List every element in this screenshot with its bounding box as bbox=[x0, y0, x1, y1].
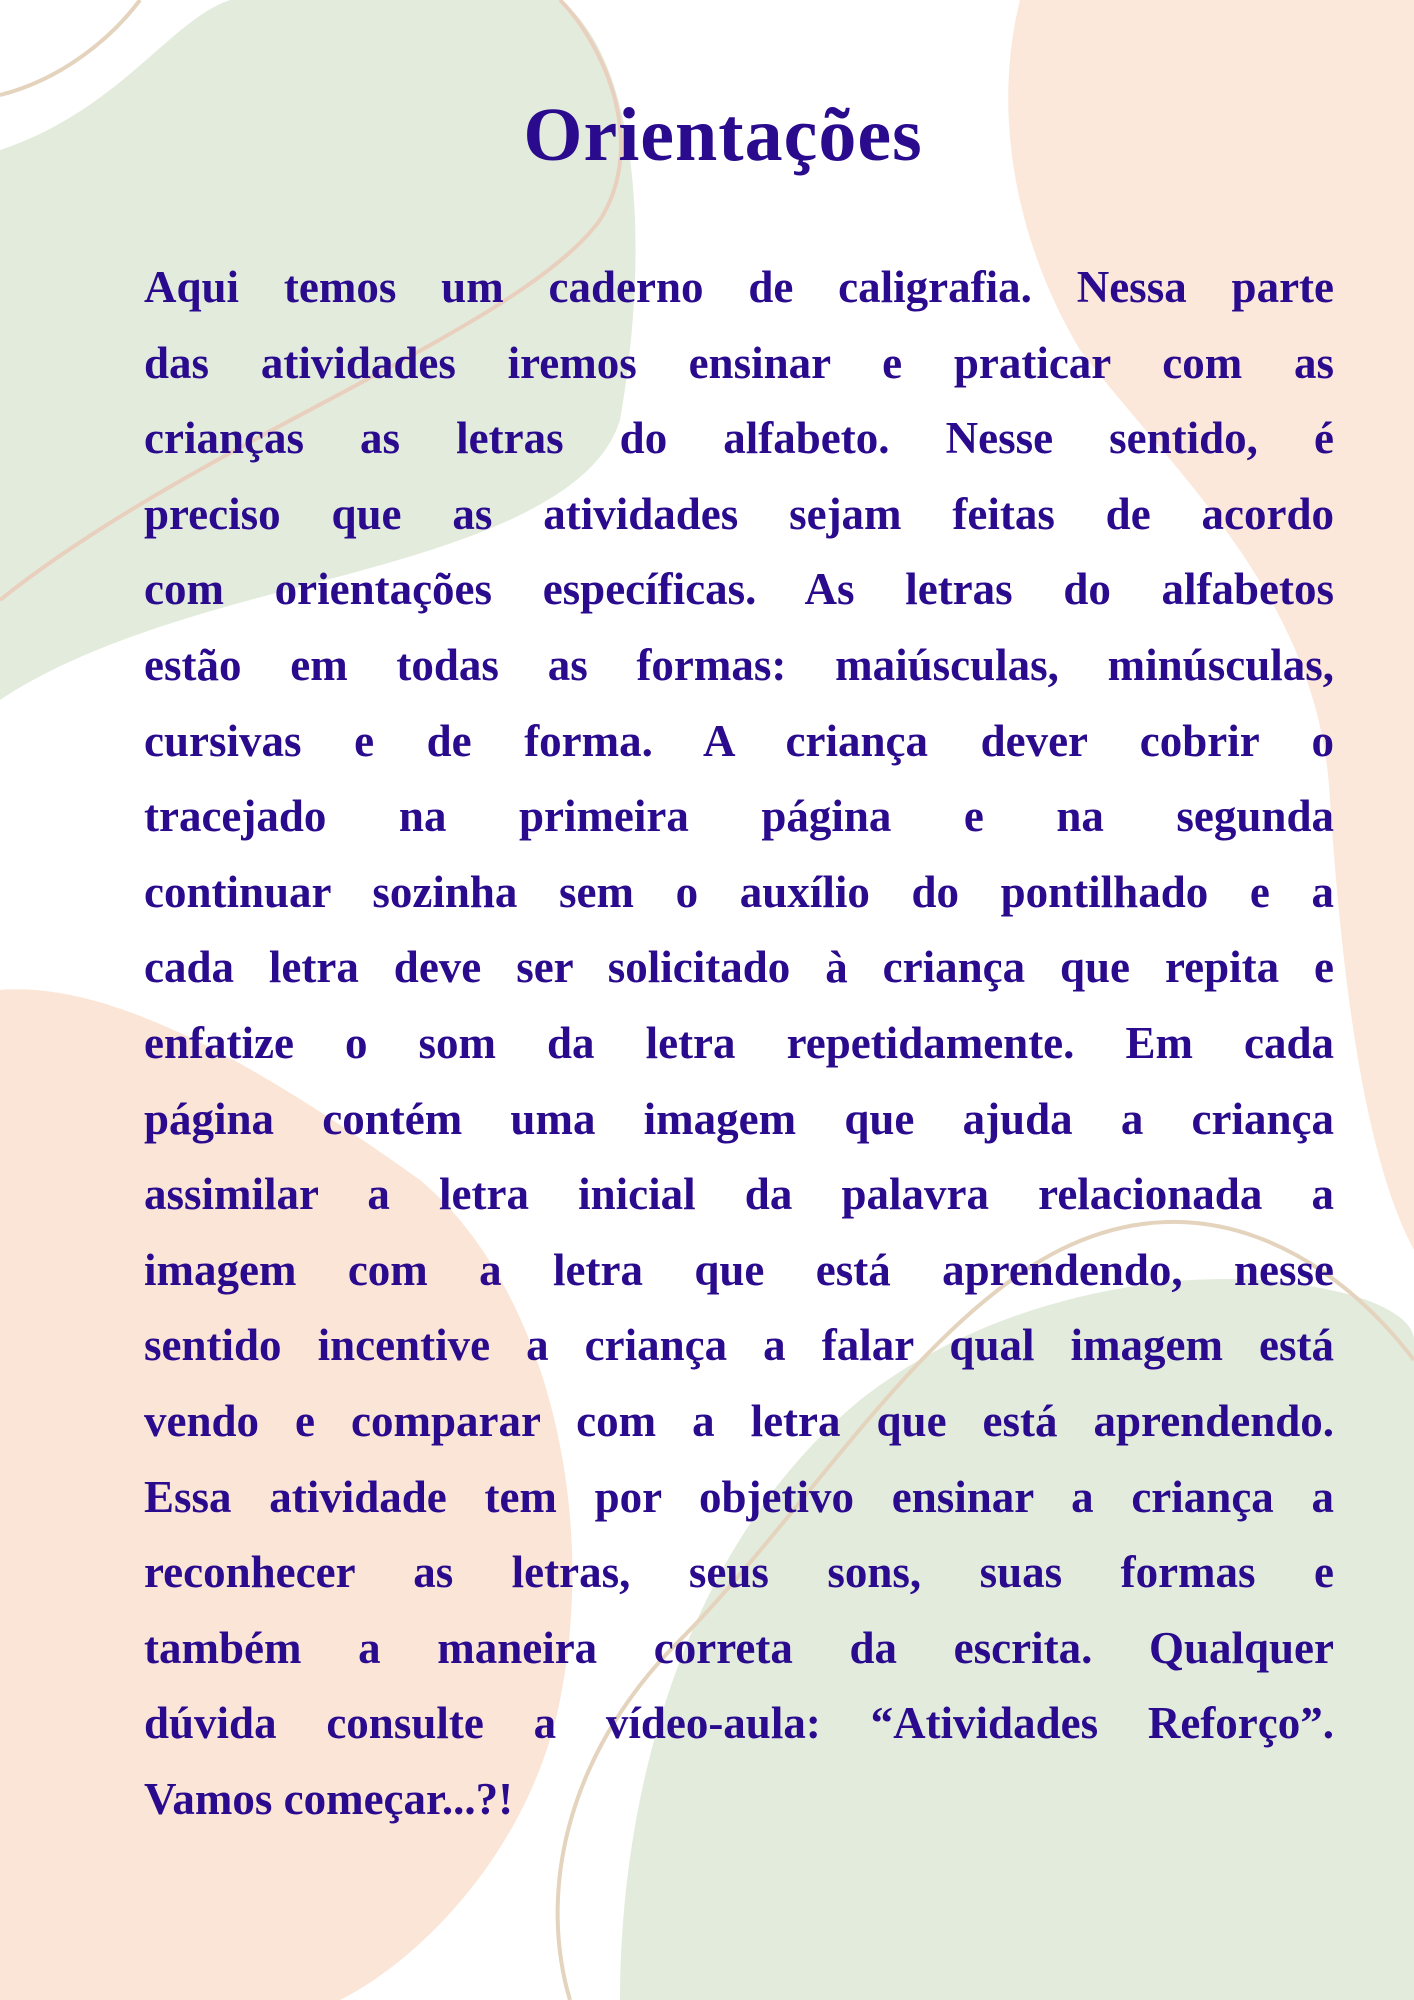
paragraph-line: estão em todas as formas: maiúsculas, minúsculas, bbox=[144, 639, 1334, 690]
paragraph-line-closing: Vamos começar...?! bbox=[144, 1773, 514, 1824]
paragraph-line: também a maneira correta da escrita. Qualquer bbox=[144, 1622, 1334, 1673]
paragraph-line: vendo e comparar com a letra que está aprendendo. bbox=[144, 1395, 1334, 1446]
curve-line-top-left bbox=[0, 0, 140, 95]
paragraph-line: página contém uma imagem que ajuda a criança bbox=[144, 1093, 1334, 1144]
paragraph-line: cada letra deve ser solicitado à criança que repita e bbox=[144, 942, 1334, 993]
paragraph-line: dúvida consulte a vídeo-aula: “Atividades Reforço”. bbox=[144, 1698, 1334, 1749]
paragraph-line: imagem com a letra que está aprendendo, nesse bbox=[144, 1244, 1334, 1295]
instructions-paragraph bbox=[144, 250, 1334, 1837]
paragraph-line: enfatize o som da letra repetidamente. Em cada bbox=[144, 1017, 1334, 1068]
paragraph-line: cursivas e de forma. A criança dever cobrir o bbox=[144, 715, 1334, 766]
page-title: Orientações bbox=[523, 93, 923, 177]
paragraph-line: das atividades iremos ensinar e praticar com as bbox=[144, 337, 1334, 388]
paragraph-line: assimilar a letra inicial da palavra relacionada a bbox=[144, 1169, 1334, 1220]
paragraph-line: continuar sozinha sem o auxílio do pontilhado e a bbox=[144, 866, 1334, 917]
paragraph-line: Essa atividade tem por objetivo ensinar a criança a bbox=[144, 1471, 1334, 1522]
paragraph-line: reconhecer as letras, seus sons, suas formas e bbox=[144, 1547, 1334, 1598]
paragraph-line: com orientações específicas. As letras do alfabetos bbox=[144, 564, 1334, 615]
paragraph-line: sentido incentive a criança a falar qual imagem está bbox=[144, 1320, 1334, 1371]
paragraph-line: Aqui temos um caderno de caligrafia. Nessa parte bbox=[144, 262, 1334, 312]
paragraph-line: tracejado na primeira página e na segunda bbox=[144, 791, 1334, 842]
paragraph-line: crianças as letras do alfabeto. Nesse sentido, é bbox=[144, 413, 1334, 464]
paragraph-line: preciso que as atividades sejam feitas de acordo bbox=[144, 488, 1334, 539]
